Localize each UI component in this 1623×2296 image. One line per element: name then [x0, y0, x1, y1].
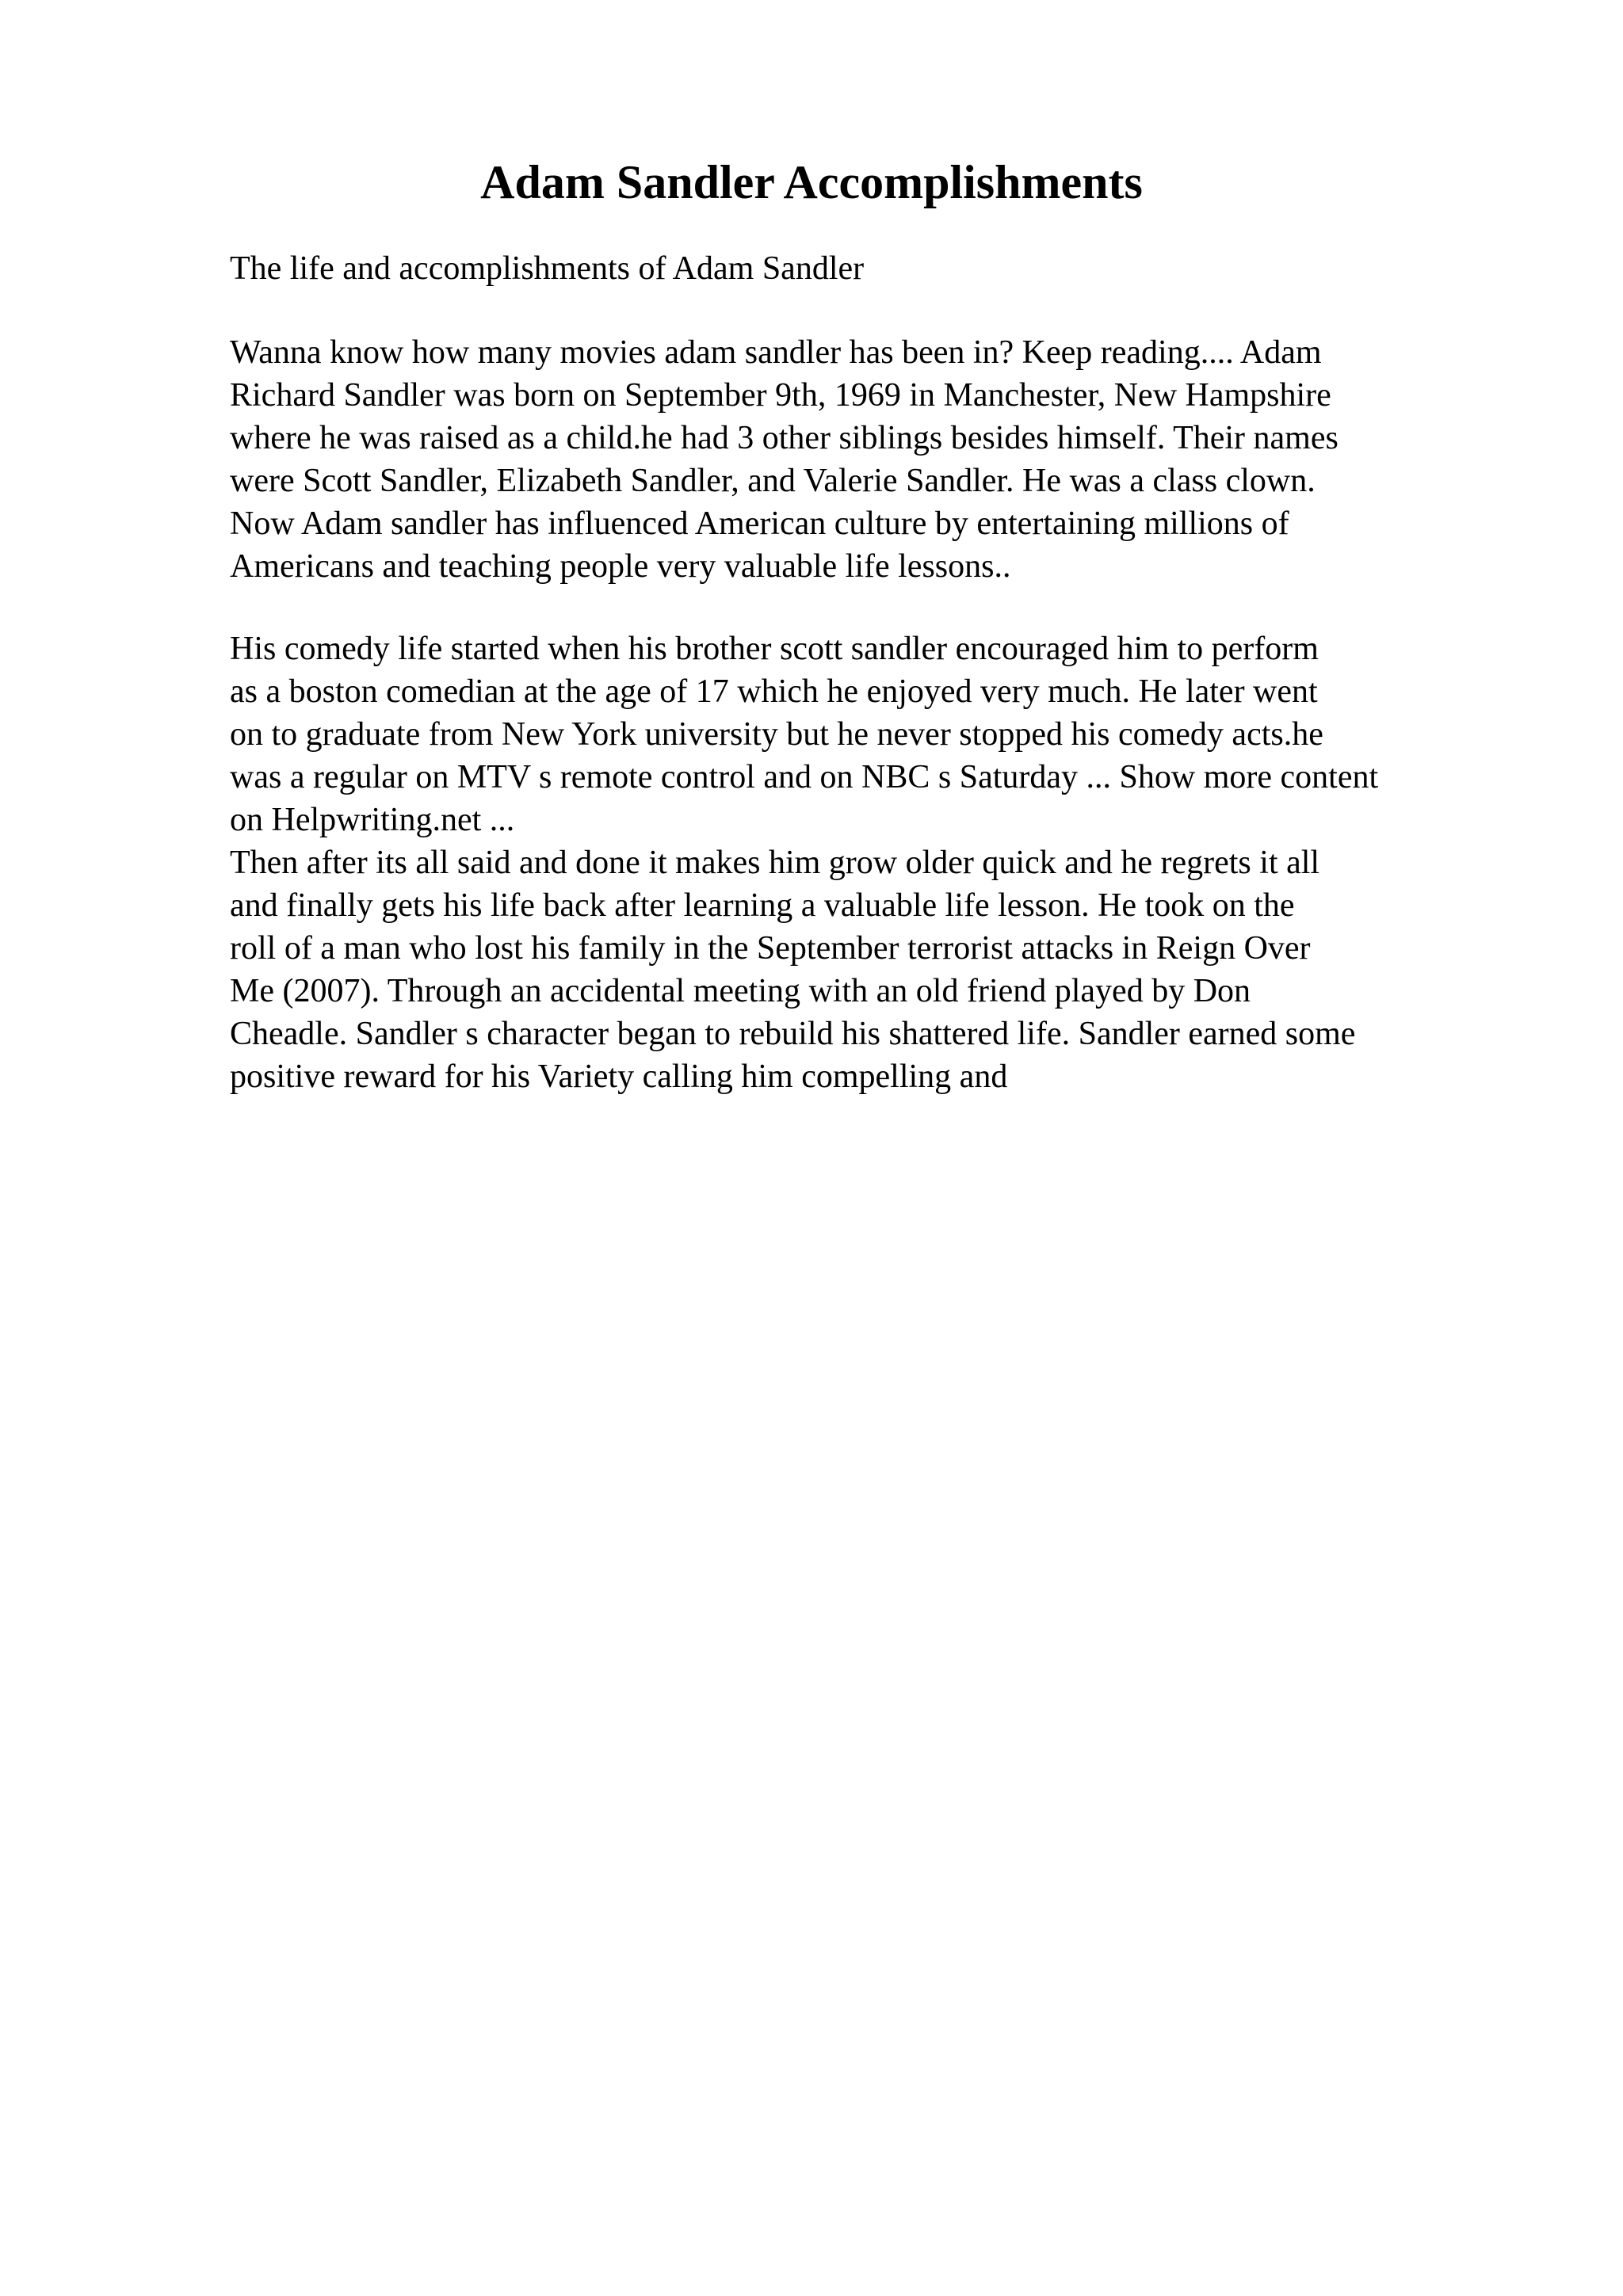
- paragraph-line: where he was raised as a child.he had 3 other siblings besides himself. Their names: [230, 420, 1338, 456]
- paragraph-line: on to graduate from New York university but he never stopped his comedy acts.he: [230, 716, 1323, 753]
- paragraph-line: Now Adam sandler has influenced American culture by entertaining millions of: [230, 505, 1289, 542]
- paragraph-line: Me (2007). Through an accidental meeting with an old friend played by Don: [230, 973, 1251, 1009]
- paragraph-reign-over-me: [230, 841, 1355, 1098]
- paragraph-line: Wanna know how many movies adam sandler has been in? Keep reading.... Adam: [230, 334, 1322, 371]
- paragraph-line: and finally gets his life back after learning a valuable life lesson. He took on the: [230, 887, 1295, 924]
- paragraph-line: as a boston comedian at the age of 17 which he enjoyed very much. He later went: [230, 673, 1318, 710]
- document-subtitle: The life and accomplishments of Adam Sandler: [230, 250, 865, 287]
- paragraph-line: roll of a man who lost his family in the September terrorist attacks in Reign Over: [230, 930, 1311, 967]
- paragraph-line: on Helpwriting.net ...: [230, 802, 515, 838]
- paragraph-line: positive reward for his Variety calling him compelling and: [230, 1058, 1008, 1095]
- paragraph-line: were Scott Sandler, Elizabeth Sandler, and Valerie Sandler. He was a class clown.: [230, 463, 1316, 499]
- paragraph-line: Americans and teaching people very valuable life lessons..: [230, 548, 1011, 585]
- page-title: Adam Sandler Accomplishments: [480, 156, 1143, 208]
- paragraph-line: Cheadle. Sandler s character began to rebuild his shattered life. Sandler earned some: [230, 1016, 1356, 1052]
- paragraph-line: Richard Sandler was born on September 9th, 1969 in Manchester, New Hampshire: [230, 377, 1331, 414]
- paragraph-intro: [230, 331, 1338, 588]
- paragraph-line: His comedy life started when his brother scott sandler encouraged him to perform: [230, 631, 1319, 667]
- paragraph-line: Then after its all said and done it makes him grow older quick and he regrets it all: [230, 845, 1320, 881]
- paragraph-line: was a regular on MTV s remote control and on NBC s Saturday ... Show more content: [230, 759, 1379, 795]
- paragraph-comedy-life: [230, 627, 1378, 841]
